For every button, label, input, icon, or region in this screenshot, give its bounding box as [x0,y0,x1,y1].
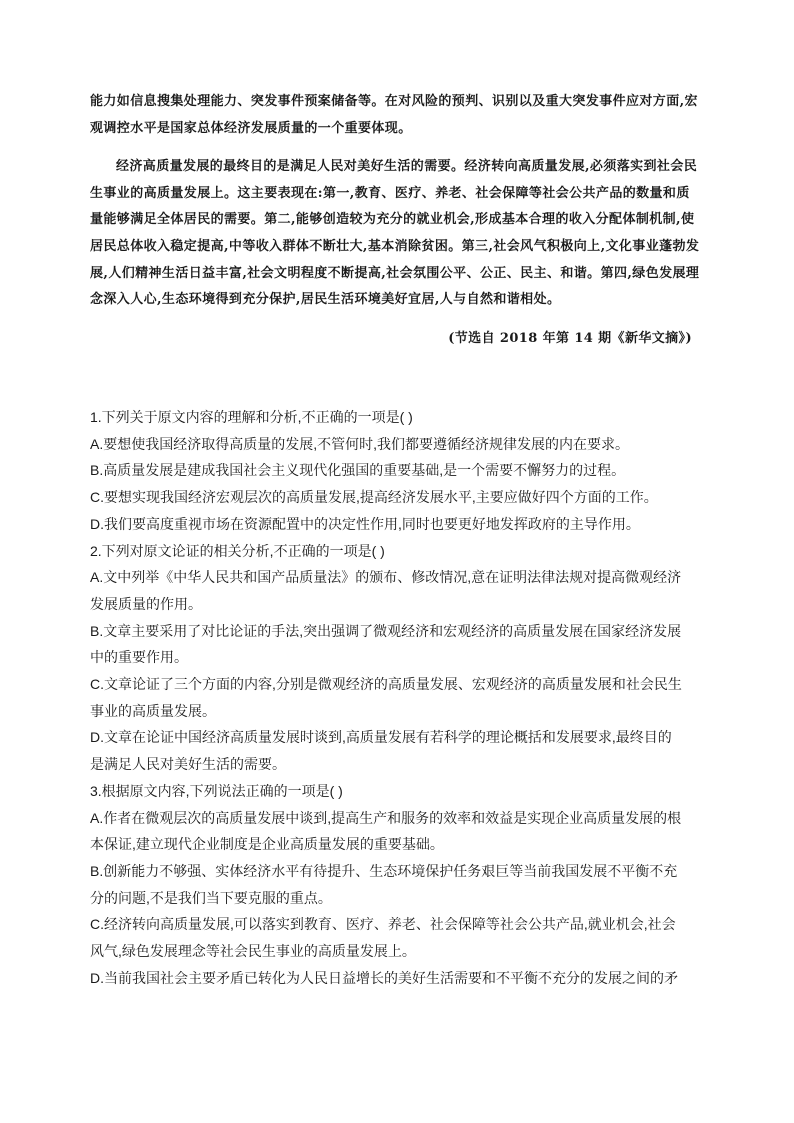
option-line: C.经济转向高质量发展,可以落实到教育、医疗、养老、社会保障等社会公共产品,就业机会,社会 [90,916,676,933]
option-line: B.文章主要采用了对比论证的手法,突出强调了微观经济和宏观经济的高质量发展在国家经济发展 [90,622,682,639]
option-line: A.文中列举《中华人民共和国产品质量法》的颁布、修改情况,意在证明法律法规对提高微观经济 [90,569,682,586]
passage-source: (节选自 2018 年第 14 期《新华文摘》) [448,330,692,346]
question-2-stem: 2.下列对原文论证的相关分析,不正确的一项是( ) [90,542,385,559]
option-line: 分的问题,不是我们当下要克服的重点。 [90,889,332,906]
question-list [90,404,702,991]
passage-paragraph-2: 经济高质量发展的最终目的是满足人民对美好生活的需要。经济转向高质量发展,必须落实到社会民生事业的高质量发展上。这主要表现在:第一,教育、医疗、养老、社会保障等社会公共产品的数量和质量能够满足全体居民的需要。第二,能够创造较为充分的就业机会,形成基本合理的收入分配体制机制,使居民总体收入稳定提高,中等收入群体不断壮大,基本消除贫困。第三,社会风气积极向上,文化事业蓬勃发展,人们精神生活日益丰富,社会文明程度不断提高,社会氛围公平、公正、民主、和谐。第四,绿色发展理念深入人心,生态环境得到充分保护,居民生活环境美好宜居,人与自然和谐相处。 [90,159,700,308]
question-2-option-a [90,564,702,617]
option-line: B.创新能力不够强、实体经济水平有待提升、生态环境保护任务艰巨等当前我国发展不平衡不充 [90,862,678,879]
question-1-option-c: C.要想实现我国经济宏观层次的高质量发展,提高经济发展水平,主要应做好四个方面的工作。 [90,489,658,506]
question-3-option-a [90,805,702,858]
question-2-option-b [90,618,702,671]
reading-passage [90,89,700,352]
option-line: 本保证,建立现代企业制度是企业高质量发展的重要基础。 [90,836,444,853]
option-line: D.文章在论证中国经济高质量发展时谈到,高质量发展有若科学的理论概括和发展要求,最终目的 [90,729,672,746]
question-2-option-c [90,671,702,724]
option-line: 是满足人民对美好生活的需要。 [90,756,286,773]
passage-paragraph-1: 能力如信息搜集处理能力、突发事件预案储备等。在对风险的预判、识别以及重大突发事件应对方面,宏观调控水平是国家总体经济发展质量的一个重要体现。 [90,94,698,136]
question-1-option-b: B.高质量发展是建成我国社会主义现代化强国的重要基础,是一个需要不懈努力的过程。 [90,462,626,479]
option-line: A.作者在微观层次的高质量发展中谈到,提高生产和服务的效率和效益是实现企业高质量发展的根 [90,809,682,826]
question-1-option-a: A.要想使我国经济取得高质量的发展,不管何时,我们都要遵循经济规律发展的内在要求。 [90,435,630,452]
option-line: D.当前我国社会主要矛盾已转化为人民日益增长的美好生活需要和不平衡不充分的发展之间的矛 [90,969,678,986]
question-2-option-d [90,724,702,777]
option-line: 发展质量的作用。 [90,595,202,612]
option-line: 风气,绿色发展理念等社会民生事业的高质量发展上。 [90,943,416,960]
question-3-option-d [90,965,702,992]
question-3-stem: 3.根据原文内容,下列说法正确的一项是( ) [90,782,343,799]
question-3-option-c [90,911,702,964]
option-line: 事业的高质量发展。 [90,702,216,719]
question-3-option-b [90,858,702,911]
question-1-stem: 1.下列关于原文内容的理解和分析,不正确的一项是( ) [90,409,413,425]
option-line: 中的重要作用。 [90,649,188,666]
question-1-option-d: D.我们要高度重视市场在资源配置中的决定性作用,同时也要更好地发挥政府的主导作用。 [90,515,640,532]
option-line: C.文章论证了三个方面的内容,分别是微观经济的高质量发展、宏观经济的高质量发展和社会民生 [90,676,682,693]
